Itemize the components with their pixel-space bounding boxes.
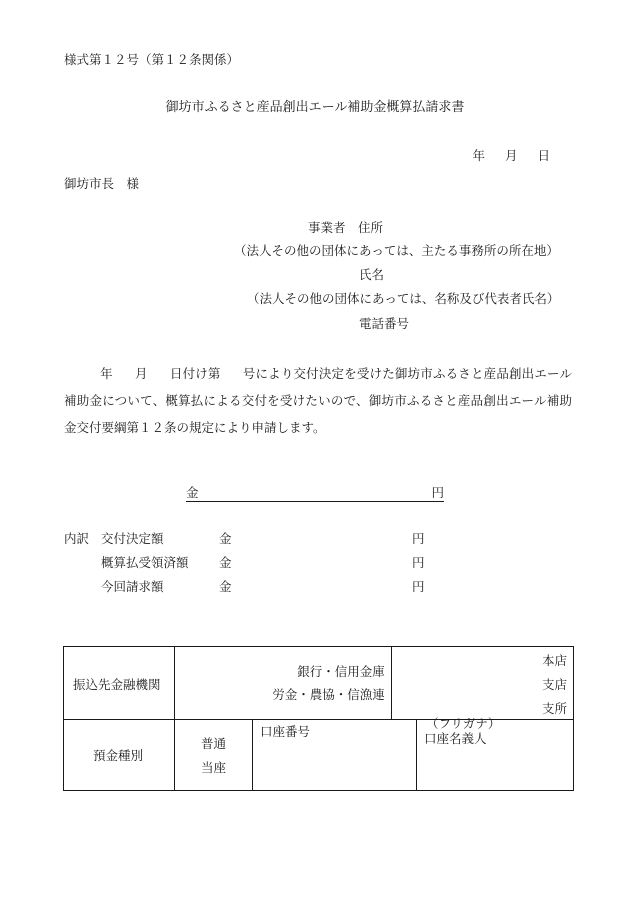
body-day: 日付け第 (169, 366, 221, 381)
breakdown-item-name: 今回請求額 (101, 579, 164, 594)
form-number: 様式第１２号（第１２条関係） (64, 52, 240, 67)
account-number-label: 口座番号 (260, 724, 311, 739)
deposit-type-options-cell[interactable] (175, 720, 253, 791)
date-line (472, 148, 550, 164)
applicant-address-label: 事業者 住所 (308, 220, 384, 235)
breakdown-item-prefix: 金 (219, 555, 232, 570)
account-number-cell[interactable] (253, 720, 417, 791)
addressee: 御坊市長 様 (64, 176, 140, 191)
branch-sub-office: 支所 (541, 701, 567, 716)
deposit-current-option[interactable]: 当座 (201, 760, 227, 775)
body-month: 月 (134, 366, 148, 381)
applicant-address-note: （法人その他の団体にあっては、主たる事務所の所在地） (234, 243, 559, 258)
date-year: 年 (472, 148, 485, 163)
account-holder-cell[interactable] (417, 716, 574, 791)
institution-label-cell (64, 647, 175, 720)
institution-label: 振込先金融機関 (73, 677, 161, 692)
deposit-type-label-cell (64, 720, 175, 791)
breakdown-item-prefix: 金 (219, 531, 232, 546)
body-main: 号により交付決定を受けた御坊市ふるさと産品創出エール補助金について、概算払による交付を受けたいので、御坊市ふるさと産品創出エール補助金交付要綱第１２条の規定により申請します。 (64, 366, 572, 435)
breakdown-item-suffix: 円 (412, 555, 425, 570)
body-year: 年 (100, 366, 113, 381)
branch-head-office: 本店 (541, 653, 567, 668)
institution-name-cell[interactable] (175, 647, 392, 720)
deposit-type-label: 預金種別 (93, 748, 144, 763)
total-amount-suffix: 円 (431, 485, 444, 500)
deposit-ordinary-option[interactable]: 普通 (201, 736, 227, 751)
institution-type-coop: 労金・農協・信漁連 (272, 687, 385, 702)
applicant-name-note: （法人その他の団体にあっては、名称及び代表者氏名） (247, 291, 560, 306)
breakdown-item-name: 交付決定額 (101, 531, 164, 546)
account-holder-label: 口座名義人 (424, 731, 487, 746)
breakdown-item-name: 概算払受領済額 (101, 555, 189, 570)
bank-account-table (63, 646, 574, 791)
total-amount-prefix: 金 (186, 485, 199, 500)
breakdown-label: 内訳 (64, 531, 90, 546)
breakdown-item-suffix: 円 (412, 579, 425, 594)
branch-branch: 支店 (541, 677, 567, 692)
document-title: 御坊市ふるさと産品創出エール補助金概算払請求書 (165, 100, 465, 115)
request-body (64, 360, 572, 441)
total-amount-field[interactable] (186, 485, 444, 502)
breakdown-item-suffix: 円 (412, 531, 425, 546)
applicant-name-label: 氏名 (359, 267, 385, 282)
applicant-phone-label: 電話番号 (359, 316, 410, 331)
institution-type-bank: 銀行・信用金庫 (297, 664, 385, 679)
date-month: 月 (504, 148, 518, 163)
breakdown-item-prefix: 金 (219, 579, 232, 594)
branch-cell[interactable] (391, 647, 573, 720)
furigana-label: （フリガナ） (426, 716, 501, 731)
date-day: 日 (537, 148, 550, 163)
